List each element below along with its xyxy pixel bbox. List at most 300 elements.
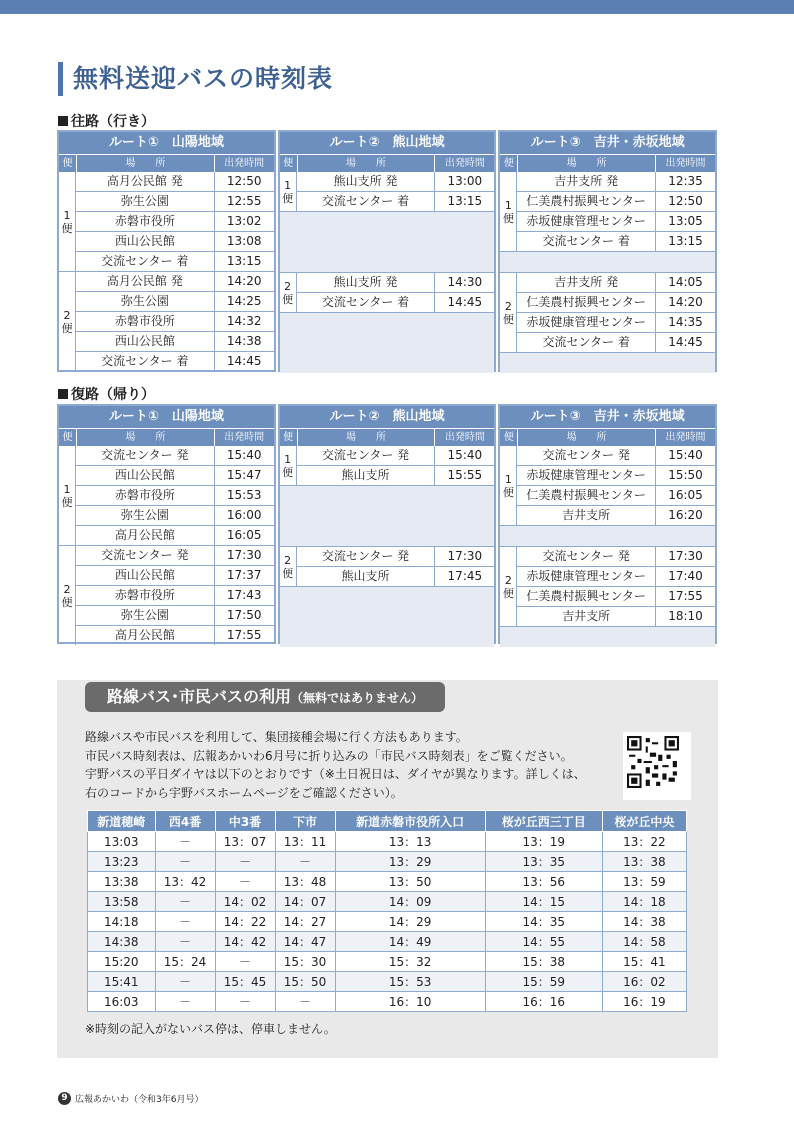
table-row [88,952,687,972]
trip-rows [76,446,274,545]
page-title: 無料送迎バスの時刻表 [58,62,333,96]
stop-time: 14:20 [655,293,715,312]
table-header: 西4番 [155,811,215,832]
stop-time: 12:50 [214,172,274,191]
stop-time: 17:50 [214,606,274,625]
stop-name: 弥生公園 [120,294,169,308]
route-panel [278,130,497,372]
stop-name: 吉井支所 [562,508,611,522]
stop-time: 17:45 [434,567,494,586]
stop-row [297,191,495,211]
stop-row [76,465,274,485]
col-place: 場 所 [297,155,435,172]
table-cell: 15：32 [335,952,485,972]
stop-time: 14:45 [214,352,274,371]
stop-time: 15:40 [214,446,274,465]
table-cell: 14：58 [602,932,686,952]
stop-time: 16:20 [655,506,715,525]
stop-row [517,547,715,566]
empty-area [500,251,715,272]
table-cell: 13：42 [155,872,215,892]
stop-time: 18:10 [655,607,715,626]
trip-number: 2 便 [59,546,76,645]
stop-row [517,505,715,525]
stop-time: 14:32 [214,312,274,331]
stop-row [76,291,274,311]
table-cell: 16：19 [602,992,686,1012]
stop-time: 14:30 [434,273,494,292]
table-header: 中3番 [215,811,275,832]
table-cell: 13：38 [602,852,686,872]
stop-time: 15:47 [214,466,274,485]
table-cell: 16：02 [602,972,686,992]
table-cell: － [275,852,335,872]
table-cell: 14：07 [275,892,335,912]
stop-name: 交流センター 発 [542,448,630,462]
stop-time: 17:30 [655,547,715,566]
stop-row [76,191,274,211]
stop-time: 13:15 [434,192,494,211]
stop-name: 弥生公園 [120,194,169,208]
empty-area [280,485,495,546]
route-bus-panel [57,680,718,1058]
stop-name: 西山公民館 [114,234,175,248]
trip-block [280,446,495,485]
table-cell: 14：35 [485,912,602,932]
outbound-timetable [57,130,717,372]
stop-row [297,292,495,312]
stop-name: 弥生公園 [120,508,169,522]
stop-name: 赤磐市役所 [114,588,175,602]
table-cell: 15：24 [155,952,215,972]
table-cell: 15：50 [275,972,335,992]
stop-time: 14:45 [655,333,715,352]
table-row [88,912,687,932]
stop-name: 熊山支所 [341,569,390,583]
trip-block [280,546,495,586]
route-header: ルート① 山陽地域 [59,132,274,154]
stop-name: 吉井支所 発 [554,174,619,188]
column-header [59,428,274,446]
note-line: 市民バス時刻表は、広報あかいわ6月号に折り込みの「市民バス時刻表」をご覧ください。 [85,748,573,763]
trip-block [500,272,715,352]
table-cell: 13：29 [335,852,485,872]
stop-row [76,351,274,371]
stop-row [76,172,274,191]
stop-row [517,446,715,465]
trip-rows [517,547,715,626]
table-header: 新道赤磐市役所入口 [335,811,485,832]
col-place: 場 所 [517,429,655,446]
stop-time: 16:00 [214,506,274,525]
table-cell: 14：18 [602,892,686,912]
stop-row [517,172,715,191]
col-time: 出発時間 [434,155,494,172]
trip-number: 2 便 [500,547,517,626]
table-cell: 16：10 [335,992,485,1012]
note-line: 宇野バスの平日ダイヤは以下のとおりです（※土日祝日は、ダイヤが異なります。詳しくは、 [85,767,586,781]
table-row [88,992,687,1012]
stop-name: 交流センター 着 [542,234,630,248]
stop-time: 17:55 [214,626,274,645]
stop-row [76,565,274,585]
stop-time: 15:40 [434,446,494,465]
stop-row [297,446,495,465]
table-cell: － [155,972,215,992]
stop-row [76,485,274,505]
stop-time: 16:05 [655,486,715,505]
stop-name: 赤坂健康管理センター [526,569,646,583]
table-cell: － [155,932,215,952]
table-cell: 13:58 [88,892,156,912]
trip-number: 1 便 [500,172,517,251]
stop-row [297,273,495,292]
stop-name: 交流センター 発 [321,448,410,462]
stop-row [517,312,715,332]
empty-area [280,312,495,373]
table-cell: － [275,992,335,1012]
table-cell: － [215,952,275,972]
table-cell: 13:03 [88,832,156,852]
table-row [88,932,687,952]
stop-name: 赤坂健康管理センター [526,315,646,329]
table-cell: 14：55 [485,932,602,952]
stop-time: 14:45 [434,293,494,312]
table-cell: 13：22 [602,832,686,852]
table-cell: 14：38 [602,912,686,932]
column-header [500,154,715,172]
stop-time: 15:40 [655,446,715,465]
table-cell: － [215,852,275,872]
table-cell: 16：16 [485,992,602,1012]
stop-time: 12:50 [655,192,715,211]
stop-time: 17:30 [214,546,274,565]
trip-block [500,172,715,251]
stop-name: 吉井支所 [562,609,611,623]
col-bin: 便 [283,432,294,443]
route-panel [57,130,276,372]
trip-block [280,272,495,312]
trip-block [500,446,715,525]
table-header: 桜が丘中央 [602,811,686,832]
trip-number: 1 便 [500,446,517,525]
table-cell: 13：35 [485,852,602,872]
table-cell: － [155,892,215,912]
stop-name: 交流センター 発 [321,549,410,563]
table-cell: 14：02 [215,892,275,912]
table-row [88,872,687,892]
stop-row [76,231,274,251]
trip-number: 1 便 [59,446,76,545]
col-bin: 便 [62,432,73,443]
table-cell: 14：27 [275,912,335,932]
trip-rows [76,172,274,271]
empty-area [280,211,495,272]
trip-block [59,271,274,371]
stop-time: 15:53 [214,486,274,505]
column-header [280,428,495,446]
stop-row [76,505,274,525]
trip-block [500,546,715,626]
route-panel [57,404,276,644]
table-cell: 14：15 [485,892,602,912]
stop-row [297,465,495,485]
stop-name: 交流センター 発 [101,448,189,462]
stop-time: 14:20 [214,272,274,291]
stop-name: 赤磐市役所 [114,488,175,502]
stop-row [76,251,274,271]
route-header: ルート① 山陽地域 [59,406,274,428]
stop-row [297,566,495,586]
table-cell: － [155,912,215,932]
stop-name: 弥生公園 [120,608,169,622]
page-number: 9 [58,1092,71,1105]
trip-rows [76,272,274,371]
stop-time: 13:00 [434,172,494,191]
stop-name: 交流センター 着 [101,354,189,368]
route-panel [278,404,497,644]
stop-row [517,465,715,485]
table-cell: 15:41 [88,972,156,992]
stop-time: 14:35 [655,313,715,332]
col-bin: 便 [503,432,514,443]
stop-row [517,586,715,606]
stop-row [76,331,274,351]
col-time: 出発時間 [214,429,274,446]
trip-number: 2 便 [280,273,297,312]
stop-row [297,547,495,566]
outbound-label: 往路（行き） [58,111,155,131]
table-cell: 14：47 [275,932,335,952]
col-place: 場 所 [517,155,655,172]
stop-row [76,605,274,625]
stop-time: 12:35 [655,172,715,191]
table-cell: 15：41 [602,952,686,972]
trip-rows [297,446,495,485]
stop-row [517,606,715,626]
table-cell: 13：56 [485,872,602,892]
trip-number: 1 便 [59,172,76,271]
trip-block [280,172,495,211]
stop-row [76,546,274,565]
inbound-timetable [57,404,717,644]
table-cell: 15：30 [275,952,335,972]
trip-rows [517,172,715,251]
col-place: 場 所 [297,429,435,446]
stop-name: 吉井支所 発 [554,275,619,289]
trip-rows [517,446,715,525]
route-header: ルート② 熊山地域 [280,132,495,154]
table-cell: 15:20 [88,952,156,972]
stop-row [76,211,274,231]
col-time: 出発時間 [434,429,494,446]
column-header [500,428,715,446]
table-cell: 14：22 [215,912,275,932]
stop-name: 赤磐市役所 [114,314,175,328]
trip-block [59,172,274,271]
table-cell: － [155,992,215,1012]
stop-time: 17:40 [655,567,715,586]
table-cell: 13：07 [215,832,275,852]
table-cell: 13:23 [88,852,156,872]
stop-row [76,625,274,645]
stop-name: 高月公民館 発 [106,274,183,288]
stop-time: 17:55 [655,587,715,606]
table-cell: 14:38 [88,932,156,952]
panel-footnote: ※時刻の記入がないバス停は、停車しません。 [85,1022,336,1036]
table-header: 桜が丘西三丁目 [485,811,602,832]
table-cell: 14:18 [88,912,156,932]
table-cell: 16:03 [88,992,156,1012]
stop-name: 熊山支所 [341,468,390,482]
uno-bus-table [87,810,687,1012]
route-panel [498,404,717,644]
stop-name: 仁美農村振興センター [526,295,646,309]
stop-time: 15:55 [434,466,494,485]
stop-row [76,311,274,331]
trip-number: 2 便 [59,272,76,371]
stop-time: 15:50 [655,466,715,485]
stop-name: 赤磐市役所 [114,214,175,228]
table-cell: 14：42 [215,932,275,952]
stop-time: 17:30 [434,547,494,566]
stop-name: 高月公民館 [114,628,175,642]
stop-name: 高月公民館 発 [106,174,183,188]
trip-block [59,446,274,545]
table-cell: 15：45 [215,972,275,992]
col-place: 場 所 [76,429,214,446]
stop-name: 仁美農村振興センター [526,488,646,502]
stop-time: 13:05 [655,212,715,231]
stop-name: 仁美農村振興センター [526,194,646,208]
qr-code-icon[interactable] [623,732,691,800]
stop-name: 交流センター 着 [101,254,189,268]
empty-area [500,626,715,647]
table-cell: 14：49 [335,932,485,952]
trip-number: 1 便 [280,446,297,485]
table-cell: 13：50 [335,872,485,892]
stop-name: 熊山支所 発 [333,275,398,289]
stop-name: 交流センター 着 [321,194,410,208]
stop-name: 西山公民館 [114,468,175,482]
stop-name: 仁美農村振興センター [526,589,646,603]
page-footer [58,1092,203,1105]
stop-row [517,191,715,211]
stop-time: 16:05 [214,526,274,545]
table-cell: 14：29 [335,912,485,932]
col-time: 出発時間 [655,155,715,172]
table-row [88,892,687,912]
table-cell: 13:38 [88,872,156,892]
empty-area [500,352,715,373]
stop-time: 13:08 [214,232,274,251]
trip-block [59,545,274,645]
col-bin: 便 [503,158,514,169]
trip-rows [297,547,495,586]
column-header [59,154,274,172]
stop-time: 13:02 [214,212,274,231]
table-cell: 13：13 [335,832,485,852]
route-panel [498,130,717,372]
table-header: 新道穂崎 [88,811,156,832]
column-header [280,154,495,172]
stop-row [517,211,715,231]
table-cell: 13：19 [485,832,602,852]
table-cell: 13：11 [275,832,335,852]
stop-row [517,485,715,505]
stop-row [517,292,715,312]
stop-name: 赤坂健康管理センター [526,468,646,482]
trip-number: 2 便 [500,273,517,352]
stop-name: 交流センター 着 [542,335,630,349]
stop-row [76,525,274,545]
table-cell: 13：59 [602,872,686,892]
route-header: ルート③ 吉井・赤坂地域 [500,132,715,154]
col-time: 出発時間 [214,155,274,172]
table-cell: － [215,872,275,892]
trip-rows [76,546,274,645]
table-cell: 15：53 [335,972,485,992]
panel-title: 路線バス･市民バスの利用（無料ではありません） [85,682,445,712]
stop-name: 交流センター 着 [321,295,410,309]
stop-row [76,272,274,291]
table-cell: 15：38 [485,952,602,972]
table-header: 下市 [275,811,335,832]
table-cell: － [155,852,215,872]
stop-row [517,273,715,292]
stop-row [297,172,495,191]
table-row [88,832,687,852]
table-cell: 14：09 [335,892,485,912]
table-cell: 13：48 [275,872,335,892]
footer-text: 広報あかいわ（令和3年6月号） [75,1095,204,1105]
col-bin: 便 [62,158,73,169]
route-header: ルート③ 吉井・赤坂地域 [500,406,715,428]
table-row [88,852,687,872]
stop-name: 西山公民館 [114,334,175,348]
stop-time: 12:55 [214,192,274,211]
panel-notes [85,728,586,802]
stop-row [517,566,715,586]
stop-time: 13:15 [655,232,715,251]
route-header: ルート② 熊山地域 [280,406,495,428]
stop-name: 交流センター 発 [542,549,630,563]
table-row [88,972,687,992]
stop-row [517,231,715,251]
stop-time: 14:25 [214,292,274,311]
col-place: 場 所 [76,155,214,172]
trip-number: 2 便 [280,547,297,586]
stop-name: 熊山支所 発 [333,174,398,188]
trip-number: 1 便 [280,172,297,211]
stop-row [517,332,715,352]
stop-name: 赤坂健康管理センター [526,214,646,228]
empty-area [280,586,495,647]
top-bar [0,0,794,14]
col-bin: 便 [283,158,294,169]
col-time: 出発時間 [655,429,715,446]
table-cell: － [215,992,275,1012]
stop-name: 高月公民館 [114,528,175,542]
stop-name: 交流センター 発 [101,548,189,562]
stop-row [76,446,274,465]
stop-time: 14:38 [214,332,274,351]
trip-rows [517,273,715,352]
note-line: 右のコードから宇野バスホームページをご確認ください）。 [85,785,403,800]
empty-area [500,525,715,546]
stop-name: 西山公民館 [114,568,175,582]
stop-row [76,585,274,605]
